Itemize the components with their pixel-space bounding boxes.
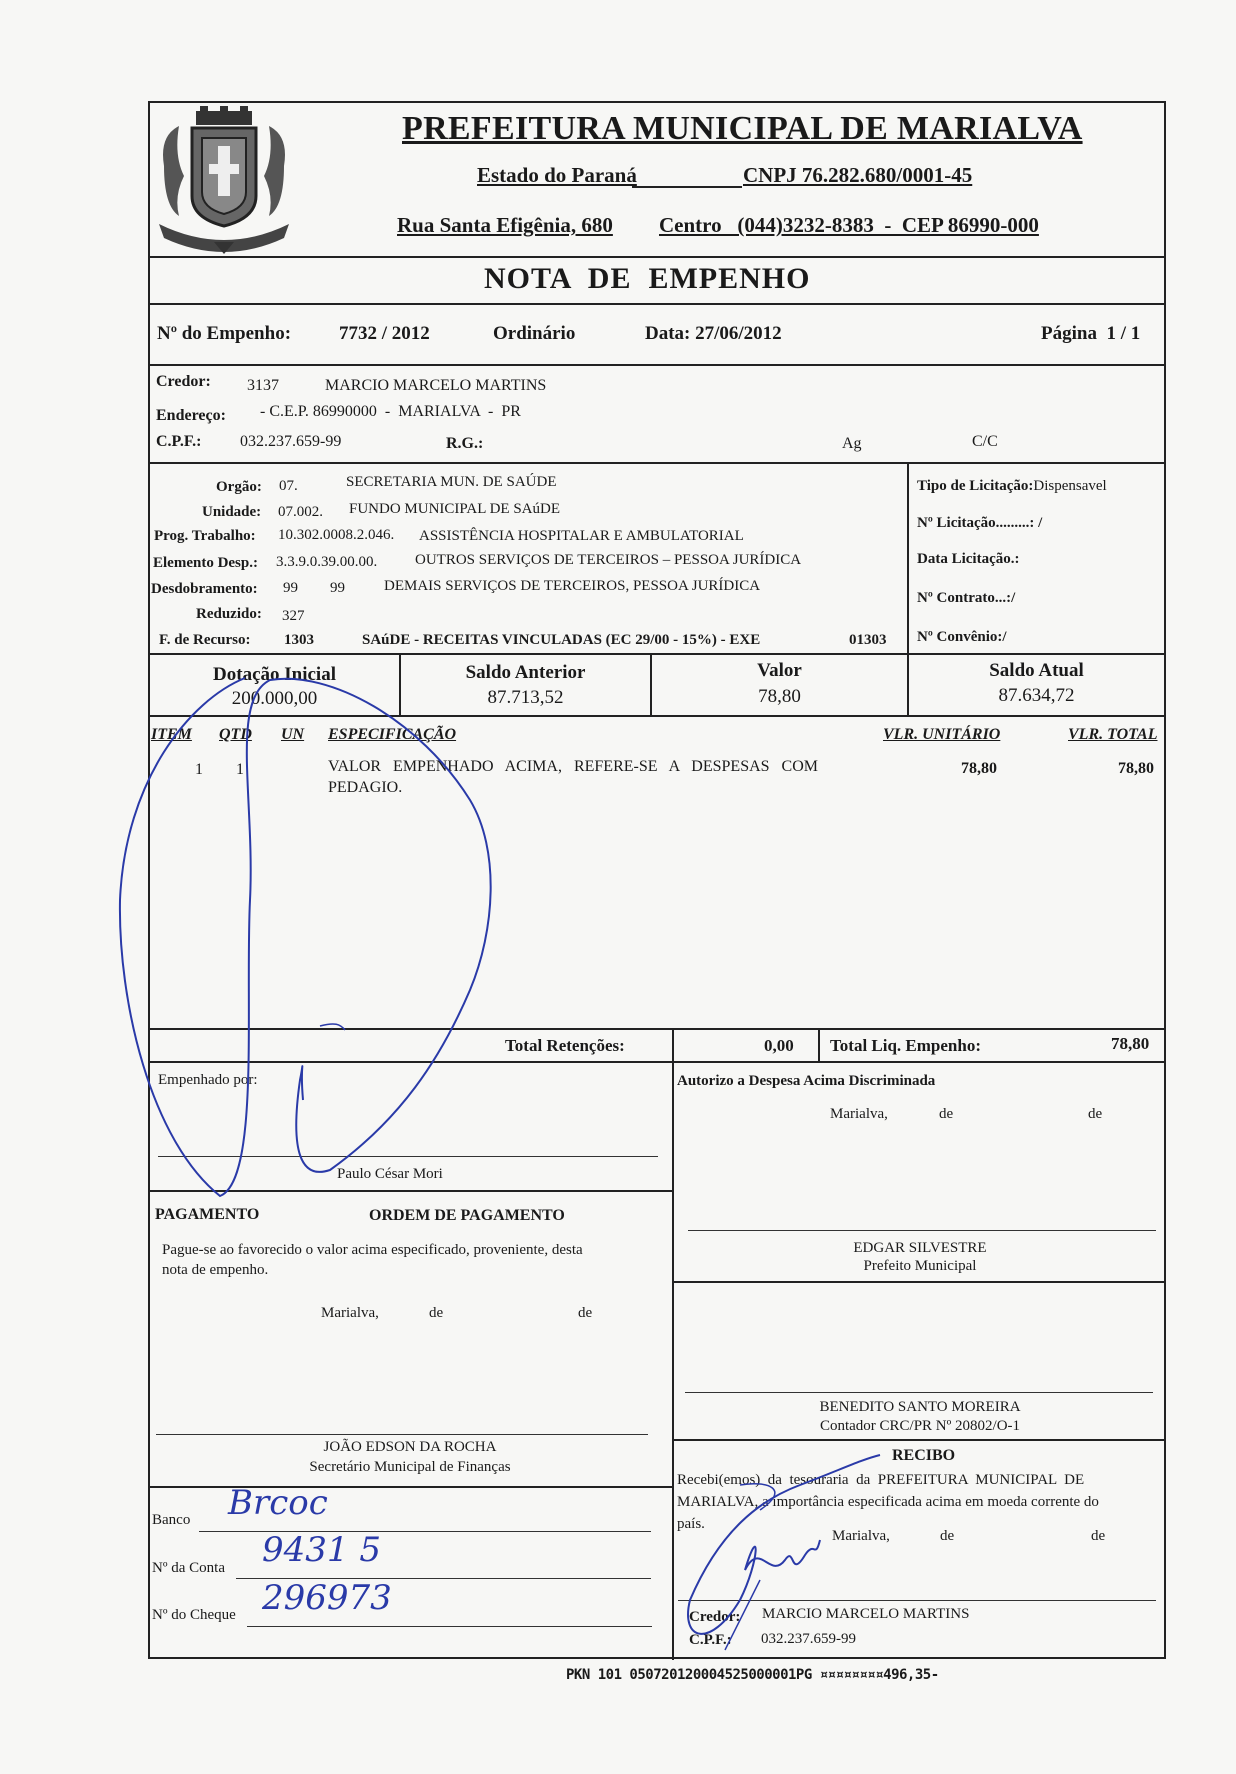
vlr-unitario-col-header: VLR. UNITÁRIO [883,726,1001,743]
unidade-code: 07.002. [278,504,323,520]
empenho-date: Data: 27/06/2012 [645,323,782,344]
autorizo-label: Autorizo a Despesa Acima Discriminada [677,1073,936,1089]
prog-label: Prog. Trabalho: [154,528,256,544]
valor-label: Valor [757,660,802,681]
item-unit-value: 78,80 [961,760,997,777]
item-qty: 1 [236,761,244,778]
empenho-number: 7732 / 2012 [339,323,430,344]
ordem-pagamento-label: ORDEM DE PAGAMENTO [369,1207,565,1224]
cheque-handwritten: 296973 [262,1578,392,1618]
desdobramento-label: Desdobramento: [151,581,258,597]
un-col-header: UN [281,726,305,743]
prog-code: 10.302.0008.2.046. [278,527,395,543]
prefeito-name: EDGAR SILVESTRE [853,1240,987,1256]
saldo-atual-label: Saldo Atual [989,660,1084,681]
pagamento-de1: de [429,1305,444,1321]
street-address: Rua Santa Efigênia, 680 [397,213,613,237]
empenhado-signer-name: Paulo César Mori [337,1166,443,1182]
fonte-name: SAúDE - RECEITAS VINCULADAS (EC 29/00 - 15%) - EXE [362,632,761,648]
dotacao-label: Dotação Inicial [213,664,336,685]
item-total-value: 78,80 [1118,760,1154,777]
header-underline-gap [632,186,742,188]
item-description-line2: PEDAGIO. [328,779,403,796]
recibo-cpf-label: C.P.F.: [689,1632,732,1648]
pagamento-de2: de [578,1305,593,1321]
saldo-atual-value: 87.634,72 [998,685,1075,706]
conta-label: Nº da Conta [152,1560,225,1576]
secretario-name: JOÃO EDSON DA ROCHA [323,1439,497,1455]
orgao-code: 07. [279,478,298,494]
cheque-line [247,1626,652,1627]
page-number: Página 1 / 1 [1041,323,1141,344]
desdobramento-code1: 99 [283,580,298,596]
recibo-text-line1: Recebi(emos) da tesouraria da PREFEITURA MUNICIPAL DE [677,1472,1085,1488]
recibo-text-line3: país. [677,1516,705,1532]
retencoes-label: Total Retenções: [505,1036,625,1055]
especificacao-col-header: ESPECIFICAÇÃO [328,726,457,743]
banco-handwritten: Brcoc [228,1483,328,1523]
cheque-label: Nº do Cheque [152,1607,236,1623]
recibo-de1: de [940,1528,955,1544]
contrato-number: Nº Contrato...:/ [917,590,1016,606]
recibo-cpf-value: 032.237.659-99 [761,1631,856,1647]
liquido-label: Total Liq. Empenho: [830,1036,981,1055]
item-description-line1: VALOR EMPENHADO ACIMA, REFERE-SE A DESPESAS COM [328,758,818,775]
empenho-number-label: Nº do Empenho: [157,323,292,344]
secretario-role: Secretário Municipal de Finanças [309,1459,511,1475]
licitacao-type-value: Dispensavel [1033,478,1107,494]
valor-value: 78,80 [758,686,801,707]
credor-cpf: 032.237.659-99 [240,433,342,450]
fonte-code: 1303 [284,632,314,648]
reduzido-code: 327 [282,608,305,624]
prefeito-role: Prefeito Municipal [863,1258,977,1274]
liquido-value: 78,80 [1111,1034,1150,1053]
rg-label: R.G.: [446,435,484,452]
contador-name: BENEDITO SANTO MOREIRA [819,1399,1021,1415]
pagamento-text-line1: Pague-se ao favorecido o valor acima especificado, proveniente, desta [162,1242,583,1258]
elemento-code: 3.3.9.0.39.00.00. [276,554,378,570]
cnpj-label: CNPJ 76.282.680/0001-45 [743,163,973,187]
state-label: Estado do Paraná [477,163,637,187]
saldo-anterior-label: Saldo Anterior [465,662,586,683]
convenio-number: Nº Convênio:/ [917,629,1007,645]
recibo-signature-line [678,1600,1156,1601]
credor-label: Credor: [156,373,211,390]
coat-of-arms-logo [154,106,294,256]
agency-label: Ag [842,435,862,452]
recibo-de2: de [1091,1528,1106,1544]
dotacao-value: 200.000,00 [231,688,318,709]
recibo-city: Marialva, [832,1528,890,1544]
desdobramento-name: DEMAIS SERVIÇOS DE TERCEIROS, PESSOA JURÍDICA [384,578,761,594]
elemento-label: Elemento Desp.: [153,555,258,571]
licitacao-number: Nº Licitação.........: / [917,515,1043,531]
autorizo-de1: de [939,1106,954,1122]
cpf-label: C.P.F.: [156,433,202,450]
conta-handwritten: 9431 5 [262,1530,381,1570]
pagamento-text-line2: nota de empenho. [162,1262,269,1278]
orgao-label: Orgão: [216,479,262,495]
empenhado-signature-line [158,1156,658,1157]
fonte-number: 01303 [849,632,887,648]
item-col-header: ITEM [151,726,192,743]
address-label: Endereço: [156,407,226,424]
pagamento-label: PAGAMENTO [155,1206,260,1223]
unidade-name: FUNDO MUNICIPAL DE SAúDE [349,501,560,517]
account-label: C/C [972,433,998,450]
vlr-total-col-header: VLR. TOTAL [1068,726,1158,743]
item-number: 1 [195,761,203,778]
licitacao-date: Data Licitação.: [917,551,1020,567]
credor-name: MARCIO MARCELO MARTINS [325,377,547,394]
retencoes-value: 0,00 [764,1036,794,1055]
desdobramento-code2: 99 [330,580,345,596]
licitacao-type-label-text: Tipo de Licitação: [917,478,1034,494]
qtd-col-header: QTD [219,726,252,743]
fonte-label: F. de Recurso: [159,632,251,648]
elemento-name: OUTROS SERVIÇOS DE TERCEIROS – PESSOA JURÍDICA [415,552,802,568]
contact-info: Centro (044)3232-8383 - CEP 86990-000 [659,213,1039,237]
licitacao-type-label [917,478,1107,495]
bank-processing-stamp: PKN 101 050720120004525000001PG ¤¤¤¤¤¤¤¤496,35- [566,1667,939,1683]
recibo-credor-name: MARCIO MARCELO MARTINS [762,1606,970,1622]
prog-name: ASSISTÊNCIA HOSPITALAR E AMBULATORIAL [419,528,744,544]
recibo-credor-label: Credor: [689,1609,741,1625]
pagamento-city: Marialva, [321,1305,379,1321]
autorizo-city: Marialva, [830,1106,888,1122]
prefeito-signature-line [688,1230,1156,1231]
secretario-signature-line [156,1434,648,1435]
doc-title: NOTA DE EMPENHO [484,262,811,295]
unidade-label: Unidade: [202,504,262,520]
empenho-type: Ordinário [493,323,576,344]
contador-signature-line [685,1392,1153,1393]
recibo-text-line2: MARIALVA, a importância especificada acima em moeda corrente do [677,1494,1099,1510]
prefeitura-title: PREFEITURA MUNICIPAL DE MARIALVA [402,110,1083,147]
contador-role: Contador CRC/PR Nº 20802/O-1 [819,1418,1021,1434]
recibo-title: RECIBO [892,1447,956,1464]
reduzido-label: Reduzido: [196,606,262,622]
empenhado-por-label: Empenhado por: [158,1072,258,1088]
saldo-anterior-value: 87.713,52 [487,687,564,708]
credor-code: 3137 [247,377,279,394]
banco-label: Banco [152,1512,191,1528]
credor-address: - C.E.P. 86990000 - MARIALVA - PR [260,403,521,420]
orgao-name: SECRETARIA MUN. DE SAÚDE [346,474,557,490]
autorizo-de2: de [1088,1106,1103,1122]
